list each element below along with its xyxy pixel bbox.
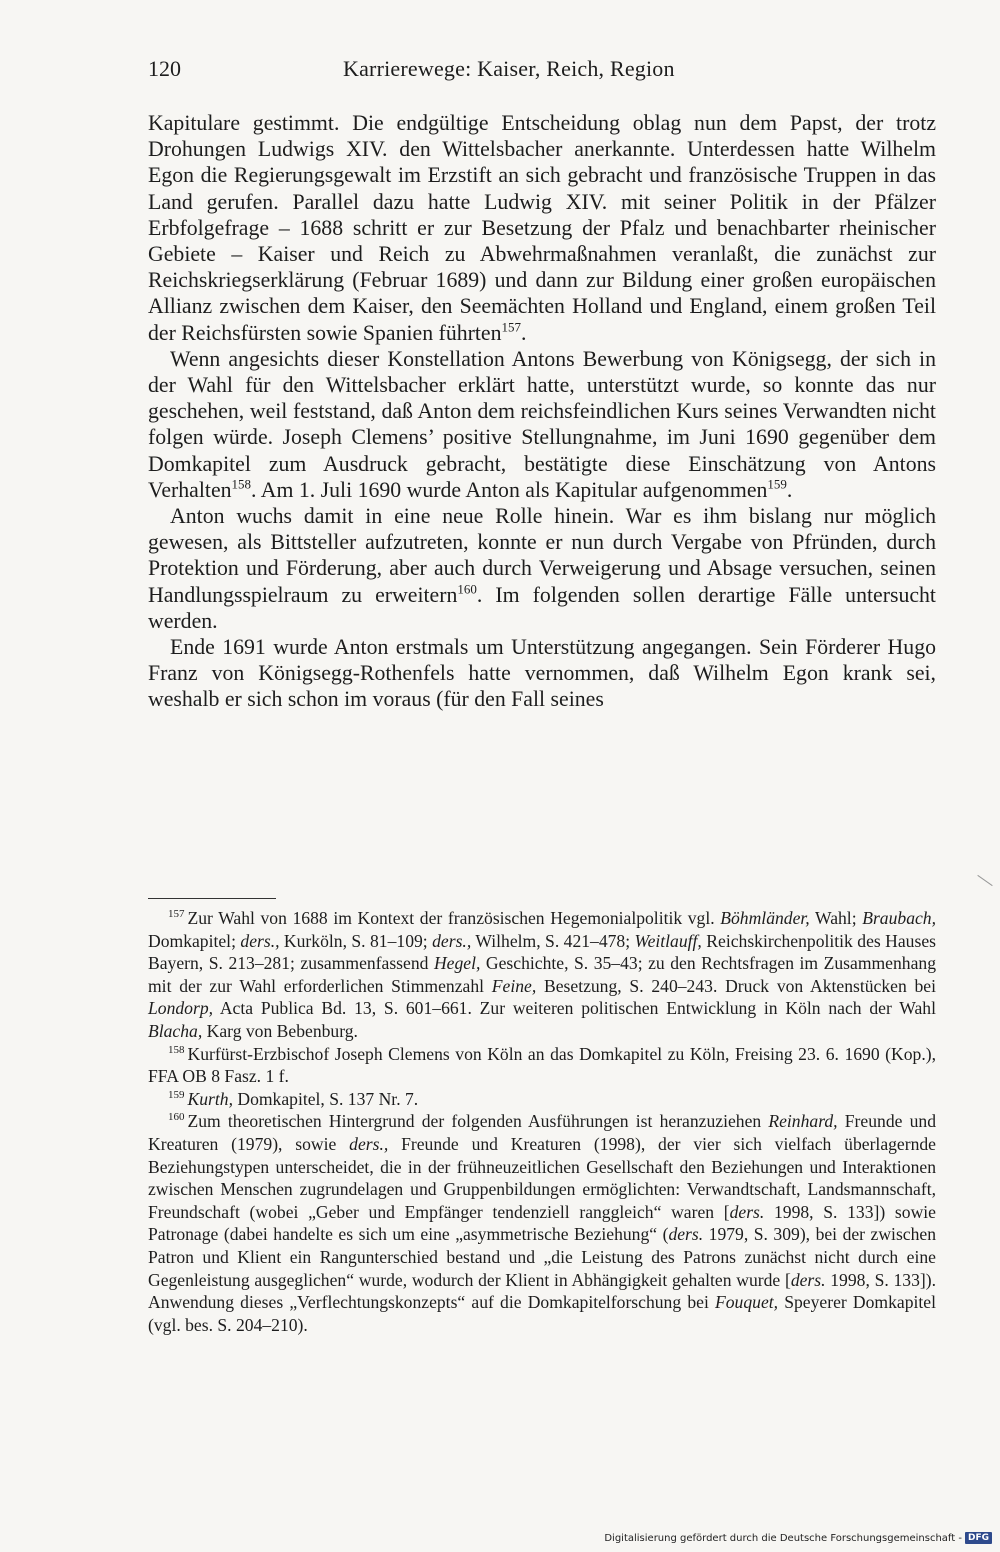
footnote-text: Acta Publica Bd. 13, S. 601–661. Zur weiteren politischen Entwicklung in Köln nach der Wahl (213, 998, 936, 1019)
author-name: ders., (240, 930, 280, 951)
footnote-158 (148, 1043, 936, 1088)
footnotes (148, 907, 936, 1336)
footnote-ref[interactable]: 160 (457, 581, 477, 597)
paragraph-text: Kapitulare gestimmt. Die endgültige Entscheidung oblag nun dem Papst, der trotz Drohungen Ludwigs XIV. den Wittelsbacher anerkannte. Unterdessen hatte Wilhelm Egon die Regierungsgewalt im Erzstift an sich gebracht und französische Truppen in das Land gerufen. Parallel dazu hatte Ludwig XIV. mit seiner Politik in der Pfälzer Erbfolgefrage – 1688 schritt er zur Besetzung der Pfalz und benachbarter rheinischer Gebiete – Kaiser und Reich zu Abwehrmaßnahmen veranlaßt, die zunächst zur Reichskriegserklärung (Februar 1689) und dann zur Bildung einer großen europäischen Allianz zwischen dem Kaiser, den Seemächten Holland und England, einem großen Teil der Reichsfürsten sowie Spanien führten (148, 111, 936, 345)
footnote-text: Freunde und Kreaturen (1998), der vier sich vielfach überlagernde Beziehungstypen unterscheidet, die in der frühneuzeitlichen Gesellschaft den Beziehungen und Interaktionen zwischen Menschen zugrundelagen und Gruppenbildungen ermöglichten: Verwandtschaft, Landsmannschaft, Freundschaft (wobei „Geber und Empfänger tendenziell ranggleich“ waren [ (148, 1133, 936, 1222)
author-name: ders. (729, 1201, 765, 1222)
footnote-number: 159 (168, 1088, 185, 1101)
footnote-160 (148, 1110, 936, 1336)
footnote-157 (148, 907, 936, 1043)
footnote-text: 1998, S. 133]). Anwendung dieses „Verflechtungskonzepts“ auf die Domkapitelforschung bei (148, 1269, 936, 1313)
footnote-ref[interactable]: 157 (501, 319, 521, 335)
running-head: Karrierewege: Kaiser, Reich, Region (343, 56, 675, 81)
footnote-ref[interactable]: 158 (231, 476, 252, 492)
footnote-text: Reichskirchenpolitik des Hauses Bayern, S. 213–281; zusammenfassend (148, 930, 936, 974)
paragraph (148, 503, 936, 634)
footnote-text: Domkapitel; (148, 930, 241, 951)
paragraph-text: . Im folgenden sollen derartige Fälle untersucht werden. (148, 582, 936, 633)
footnote-text: Domkapitel, S. 137 Nr. 7. (232, 1088, 419, 1109)
author-name: Weitlauff, (634, 930, 702, 951)
footnote-text: Kurfürst-Erzbischof Joseph Clemens von Köln an das Domkapitel zu Köln, Freising 23. 6. 1690 (Kop.), FFA OB 8 Fasz. 1 f. (148, 1043, 936, 1087)
paragraph-text: . (786, 477, 793, 502)
footnote-text: Wahl; (809, 908, 863, 928)
author-name: Feine, (491, 975, 537, 996)
footnote-text: Freunde und Kreaturen (1979), sowie (148, 1111, 936, 1154)
footnote-text: Zur Wahl von 1688 im Kontext der französischen Hegemonialpolitik vgl. (187, 908, 721, 928)
footnote-text: Kurköln, S. 81–109; (279, 930, 433, 951)
footnote-number: 158 (168, 1043, 185, 1056)
footnote-text: Zum theoretischen Hintergrund der folgenden Ausführungen ist heranzuziehen (187, 1111, 769, 1132)
paragraph (148, 110, 936, 346)
paragraph (148, 634, 936, 713)
footnote-text: Geschichte, S. 35–43; zu den Rechtsfragen im Zusammenhang mit der zur Wahl erforderlichen Stimmenzahl (148, 953, 936, 996)
footnote-text: Wilhelm, S. 421–478; (471, 930, 635, 951)
author-name: Blacha, (148, 1020, 203, 1041)
footnote-ref[interactable]: 159 (767, 476, 787, 492)
footnote-159 (148, 1088, 936, 1111)
page-number: 120 (148, 56, 181, 81)
footnote-text: 1979, S. 309), bei der zwischen Patron und Klient ein Rangunterschied bestand und „die Leistung des Patrons zunächst nicht durch eine Gegenleistung ausgeglichen“ wurde, wodurch der Klient in Abhängigkeit gehalten wurde [ (148, 1224, 937, 1290)
author-name: ders., (432, 930, 472, 951)
credit-text: Digitalisierung gefördert durch die Deutsche Forschungsgemeinschaft - (604, 1532, 962, 1544)
paragraph (148, 346, 936, 503)
paragraph-text: . Am 1. Juli 1690 wurde Anton als Kapitular aufgenommen (251, 477, 768, 502)
footnote-divider (148, 898, 276, 899)
paragraph-text: Ende 1691 wurde Anton erstmals um Unterstützung angegangen. Sein Förderer Hugo Franz von Königsegg-Rothenfels hatte vernommen, daß Wilhelm Egon krank sei, weshalb er sich schon im voraus (für den Fall seines (148, 635, 936, 712)
footnote-text: 1998, S. 133]) sowie Patronage (dabei handelte es sich um eine „asymmetrische Beziehung“ ( (148, 1201, 936, 1245)
author-name: ders. (668, 1224, 704, 1245)
footnote-text: Speyerer Domkapitel (vgl. bes. S. 204–210). (148, 1292, 936, 1335)
author-name: Londorp, (148, 998, 214, 1019)
dfg-logo-icon: DFG (965, 1532, 992, 1544)
author-name: Reinhard, (768, 1111, 838, 1132)
paragraph-text: Anton wuchs damit in eine neue Rolle hinein. War es ihm bislang nur möglich gewesen, als Bittsteller aufzutreten, konnte er nun durch Vergabe von Pfründen, durch Protektion und Förderung, aber auch durch Verweigerung und Absage versuchen, seinen Handlungsspielraum zu erweitern (148, 504, 936, 607)
author-name: Hegel, (433, 953, 481, 974)
author-name: ders. (790, 1269, 826, 1290)
footnote-text: Besetzung, S. 240–243. Druck von Aktenstücken bei (536, 975, 936, 996)
paragraph-text: . (521, 320, 527, 345)
footnote-number: 157 (168, 908, 185, 921)
scan-mark (977, 875, 992, 886)
footnote-text: Karg von Bebenburg. (202, 1020, 358, 1041)
author-name: Kurth, (187, 1088, 233, 1109)
author-name: Braubach, (862, 908, 936, 928)
author-name: Fouquet, (715, 1292, 779, 1313)
paragraph-text: Wenn angesichts dieser Konstellation Antons Bewerbung von Königsegg, der sich in der Wahl für den Wittelsbacher erklärt hatte, unterstützt wurde, so konnte das nur geschehen, weil feststand, daß Anton dem reichsfeindlichen Kurs seines Verwandten nicht folgen würde. Joseph Clemens’ positive Stellungnahme, im Juni 1690 gegenüber dem Domkapitel zum Ausdruck gebracht, bestätigte diese Einschätzung von Antons Verhalten (148, 346, 936, 502)
footnote-number: 160 (168, 1111, 185, 1124)
digitization-credit (604, 1532, 992, 1544)
author-name: ders., (349, 1133, 389, 1154)
author-name: Böhmländer, (720, 908, 810, 928)
main-text (148, 110, 936, 713)
